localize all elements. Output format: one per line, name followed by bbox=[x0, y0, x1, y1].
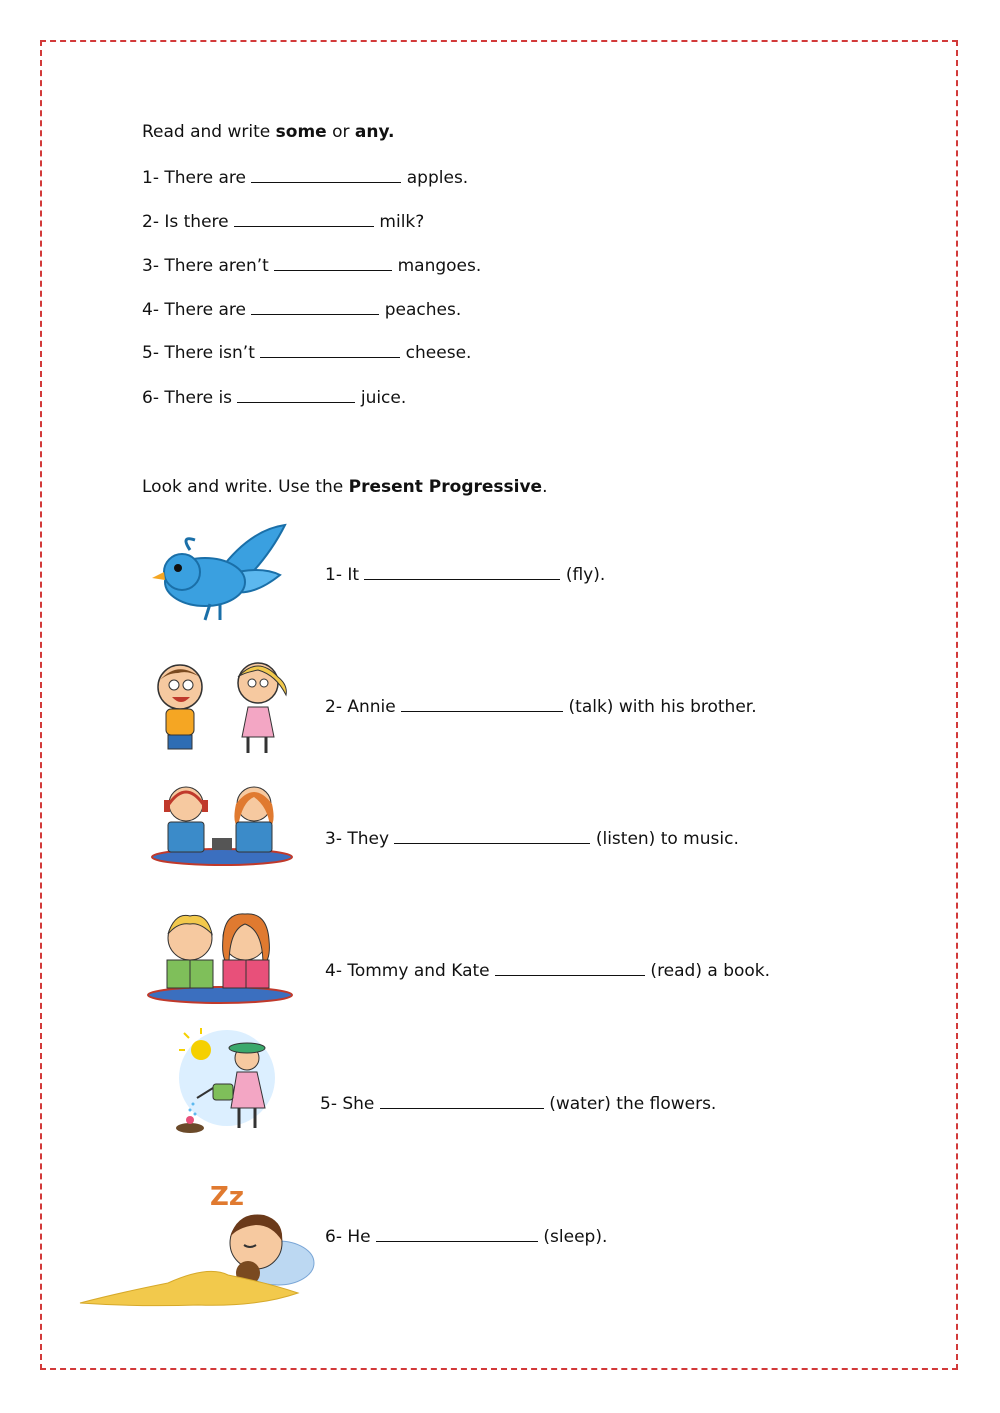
list-item: 6- There is juice. bbox=[142, 388, 407, 408]
answer-blank[interactable] bbox=[376, 1227, 538, 1242]
sleep-letters: Zz bbox=[210, 1182, 244, 1212]
answer-blank[interactable] bbox=[251, 168, 401, 183]
list-item: 2- Is there milk? bbox=[142, 212, 425, 232]
list-item: 1- It (fly). bbox=[325, 565, 606, 585]
list-item: 3- They (listen) to music. bbox=[325, 829, 739, 849]
list-item: 2- Annie (talk) with his brother. bbox=[325, 697, 757, 717]
section2-instruction: Look and write. Use the Present Progressive. bbox=[142, 477, 548, 497]
answer-blank[interactable] bbox=[380, 1094, 544, 1109]
list-item: 3- There aren’t mangoes. bbox=[142, 256, 482, 276]
answer-blank[interactable] bbox=[237, 388, 355, 403]
list-item: 5- There isn’t cheese. bbox=[142, 343, 472, 363]
girl-watering-flowers-picture bbox=[165, 1028, 285, 1138]
list-item: 6- He (sleep). bbox=[325, 1227, 608, 1247]
children-talking-picture bbox=[148, 655, 298, 760]
bird-flying-picture bbox=[150, 520, 290, 625]
answer-blank[interactable] bbox=[401, 697, 563, 712]
section1-instruction: Read and write some or any. bbox=[142, 122, 395, 142]
answer-blank[interactable] bbox=[364, 565, 560, 580]
children-reading-picture bbox=[145, 910, 295, 1005]
list-item: 4- There are peaches. bbox=[142, 300, 462, 320]
answer-blank[interactable] bbox=[394, 829, 590, 844]
children-listening-music-picture bbox=[150, 782, 295, 867]
boy-sleeping-picture bbox=[78, 1175, 318, 1310]
answer-blank[interactable] bbox=[495, 961, 645, 976]
answer-blank[interactable] bbox=[234, 212, 374, 227]
answer-blank[interactable] bbox=[260, 343, 400, 358]
answer-blank[interactable] bbox=[274, 256, 392, 271]
list-item: 5- She (water) the flowers. bbox=[320, 1094, 717, 1114]
answer-blank[interactable] bbox=[251, 300, 379, 315]
list-item: 4- Tommy and Kate (read) a book. bbox=[325, 961, 771, 981]
list-item: 1- There are apples. bbox=[142, 168, 469, 188]
